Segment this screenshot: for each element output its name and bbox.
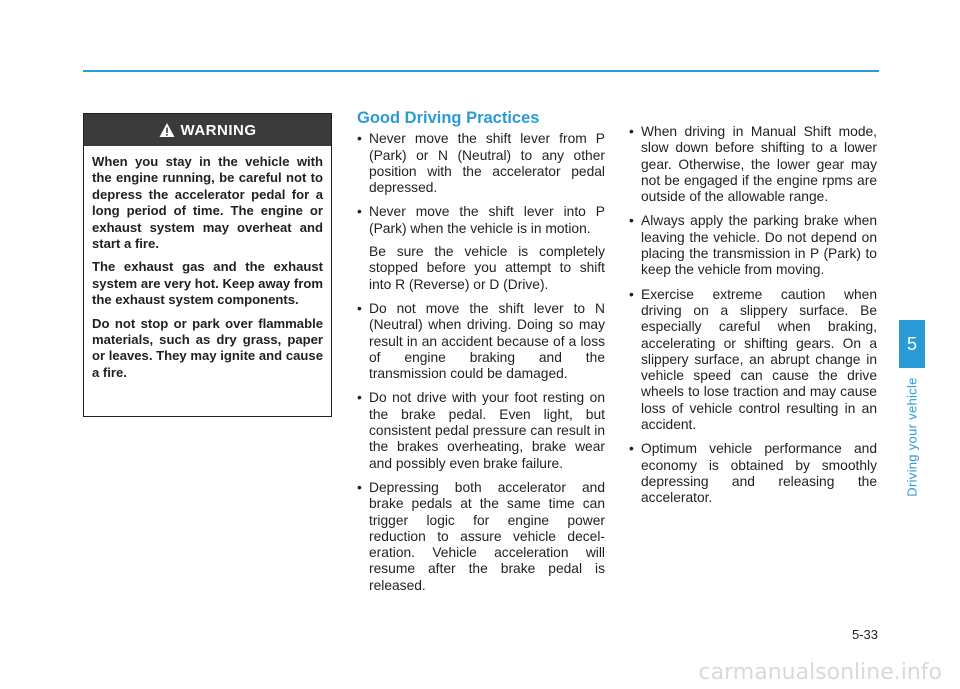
list-item — [357, 390, 605, 471]
list-item — [629, 213, 877, 278]
bullet-icon: • — [357, 300, 362, 316]
list-item — [629, 441, 877, 506]
bullet-icon: • — [357, 204, 362, 220]
chapter-tab: 5 — [899, 320, 925, 368]
warning-paragraph: When you stay in the vehicle with the engine running, be careful not to depress the accelerator pedal for a long period of time. The engine or exhaust system may overheat and start a fire. — [92, 154, 323, 252]
list-item-text: Depressing both accelerator and brake pedals at the same time can trigger logic for engine power reduction to assure vehicle deceleration. Vehicle acceleration will resume after the brake pedal is released. — [369, 479, 605, 593]
list-item-subtext: Be sure the vehicle is completely stopped before you attempt to shift into R (Reverse) or D (Drive). — [369, 244, 605, 292]
list-item — [357, 301, 605, 382]
practice-list-continued — [629, 124, 877, 507]
bullet-icon: • — [357, 390, 362, 406]
warning-body — [84, 146, 331, 381]
column-middle — [357, 108, 605, 602]
warning-header — [84, 114, 331, 146]
warning-paragraph: The exhaust gas and the exhaust system are very hot. Keep away from the exhaust system components. — [92, 259, 323, 308]
warning-triangle-icon — [159, 122, 175, 138]
warning-box — [83, 113, 332, 417]
top-rule — [83, 70, 879, 72]
bullet-icon: • — [629, 213, 634, 229]
list-item-text: When driving in Manual Shift mode, slow down before shifting to a lower gear. Otherwise, the lower gear may not be engaged if the engine rpms are outside of the allowable range. — [641, 124, 877, 205]
bullet-icon: • — [357, 479, 362, 495]
bullet-icon: • — [629, 441, 634, 457]
bullet-icon: • — [629, 124, 634, 139]
column-right — [629, 124, 877, 515]
list-item-text: Do not drive with your foot resting on the brake pedal. Even light, but consistent pedal pressure can result in the brakes overheating, brake wear and possibly even brake failure. — [369, 390, 605, 471]
list-item — [357, 480, 605, 594]
list-item — [357, 204, 605, 292]
bullet-icon: • — [629, 286, 634, 302]
warning-paragraph: Do not stop or park over flammable materials, such as dry grass, paper or leaves. They may ignite and cause a fire. — [92, 315, 323, 380]
warning-title: WARNING — [180, 121, 257, 139]
section-title: Good Driving Practices — [357, 109, 540, 127]
page-number: 5-33 — [851, 627, 878, 642]
list-item — [629, 124, 877, 205]
chapter-label — [899, 372, 925, 502]
list-item-text: Never move the shift lever from P (Park) or N (Neutral) to any other position with the accelerator pedal depressed. — [369, 131, 605, 196]
list-item-text: Do not move the shift lever to N (Neutral) when driving. Doing so may result in an accident because of a loss of engine braking and the transmission could be damaged. — [369, 300, 605, 382]
watermark: carmanualsonline.info — [698, 660, 942, 685]
list-item — [629, 287, 877, 434]
list-item-text: Never move the shift lever into P (Park) when the vehicle is in motion. — [369, 204, 605, 236]
list-item — [357, 131, 605, 196]
footer — [0, 660, 960, 689]
list-item-text: Always apply the parking brake when leaving the vehicle. Do not depend on placing the transmission in P (Park) to keep the vehicle from moving. — [641, 213, 877, 278]
bullet-icon: • — [357, 131, 362, 147]
practice-list — [357, 131, 605, 594]
list-item-text: Optimum vehicle performance and economy is obtained by smoothly depressing and releasing the accelerator. — [641, 441, 877, 506]
list-item-text: Exercise extreme caution when driving on a slippery surface. Be especially careful when braking, accelerating or shifting gears. On a slippery surface, an abrupt change in vehicle speed can cause the drive wheels to lose traction and may cause loss of vehicle control resulting in an accident. — [641, 286, 877, 433]
chapter-label-text: Driving your vehicle — [904, 377, 920, 497]
